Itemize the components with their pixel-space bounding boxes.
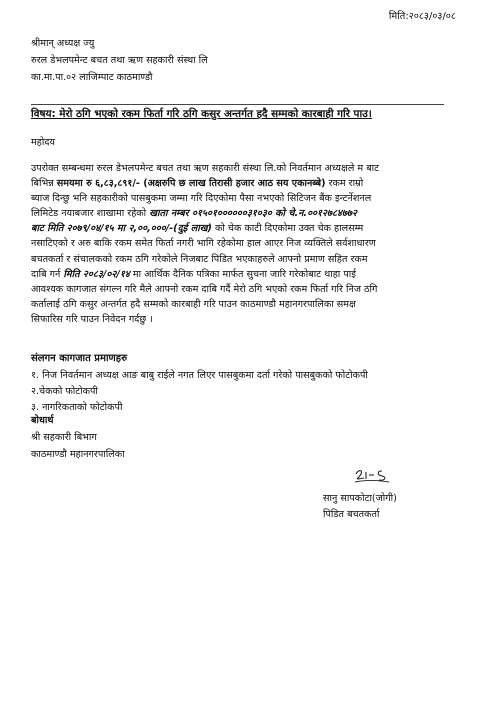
attachments-heading: संलगन कागजात प्रमाणहरु — [31, 353, 128, 364]
letter-subject: विषय: मेरो ठगि भएको रकम फिर्ता गरि ठगि कसुर अन्तर्गत हदै सम्मको कारबाही गरि पाउ। — [31, 108, 372, 120]
body-line: कर्तालाई ठगि कसुर अन्तर्गत हदै सम्मको कारबाही गरि पाउन काठमाण्डौ महानगरपालिका समक्ष — [31, 298, 356, 310]
body-line: बचतकर्ता र संचालकको रकम ठगि गरेकोले निजबाट पिडित भएकाहरुले आफ्नो प्रमाण सहित रकम — [31, 253, 368, 265]
account-number-text: खाता नम्बर ०१५०१००००००३१०३० को चे.न.००१२७८४७७२ — [149, 208, 357, 220]
subject-divider — [31, 104, 444, 105]
letter-body — [31, 161, 461, 327]
cheque-date-text: बाट मिति २०७९/०४/१५ मा २,००,०००/-(दुई लाख) — [31, 223, 212, 235]
info-line-2: काठमाण्डौ महानगरपालिका — [31, 449, 125, 460]
body-line: लिमिटेड नयाबजार शाखामा रहेको खाता नम्बर ०१५०१००००००३१०३० को चे.न.००१२७८४७७२ — [31, 208, 357, 220]
body-line: दाबि गर्न मिति २०८३/०२/१४ मा आर्थिक दैनिक पत्रिका मार्फत सुचना जारि गरेकोबाट थाहा पाई — [31, 268, 356, 280]
attachment-item: ३. नागरिकताको फोटोकपी — [31, 402, 123, 413]
body-line: बाट मिति २०७९/०४/१५ मा २,००,०००/-(दुई लाख) को चेक काटी दिएकोमा उक्त चेक हालसम्म — [31, 223, 364, 235]
attachment-item: २.चेकको फोटोकपी — [31, 386, 98, 397]
recipient-line-3: का.मा.पा.०२ लाजिम्पाट काठमाण्डौ — [31, 72, 153, 83]
sender-name: सानु सापकोटा(जोगी) — [323, 493, 397, 504]
amount-text: समयमा रु ६,८३,८९१/- (अक्षरुपि छ लाख तिरासी हजार आठ सय एकानब्बे) — [56, 178, 326, 190]
handwritten-signature — [353, 468, 393, 484]
notice-date-text: मिति २०८३/०२/१४ — [63, 268, 130, 280]
letter-date: मिति:२०८३/०३/०८ — [388, 11, 456, 22]
recipient-line-1: श्रीमान् अध्यक्ष ज्यु — [31, 38, 95, 49]
attachment-item: १. निज निवर्तमान अध्यक्ष आङ बाबु राईले नगत लिएर पासबुकमा दर्ता गरेको पासबुकको फोटोकपी — [31, 370, 368, 381]
info-line-1: श्री सहकारी बिभाग — [31, 432, 97, 443]
salutation: महोदय — [31, 137, 55, 148]
info-heading: बोधार्थ — [31, 415, 54, 426]
body-line: ब्याज दिन्छु भनि सहकारीको पासबुकमा जम्मा गरि दिएकोमा पैसा नभएको सिटिजन बैंक इन्टर्नेशनल — [31, 193, 372, 205]
sender-role: पिडित बचतकर्ता — [323, 509, 380, 520]
body-line: बिभिन्न समयमा रु ६,८३,८९१/- (अक्षरुपि छ लाख तिरासी हजार आठ सय एकानब्बे) रकम राम्रो — [31, 178, 364, 190]
body-line: सिफारिस गरि पाउन निवेदन गर्दछु । — [31, 313, 153, 325]
body-line: आवश्यक कागजात संगल्न गरि मैले आफ्नो रकम दाबि गर्दै मेरो ठगि भएको रकम फिर्ता गरि निज ठगि — [31, 283, 378, 295]
body-line: उपरोक्त सम्बन्धमा रुरल डेभलपमेन्ट बचत तथा ऋण सहकारी संस्था लि.को निवर्तमान अध्यक्षले म बाट — [31, 163, 380, 174]
body-line: नसाटिएको र अरु बाकि रकम समेत फिर्ता नगरी भागि रहेकोमा हाल आएर निज व्यक्तिले सर्वशाधारण — [31, 238, 376, 250]
recipient-line-2: रुरल डेभलपमेन्ट बचत तथा ऋण सहकारी संस्था लि — [31, 55, 208, 66]
